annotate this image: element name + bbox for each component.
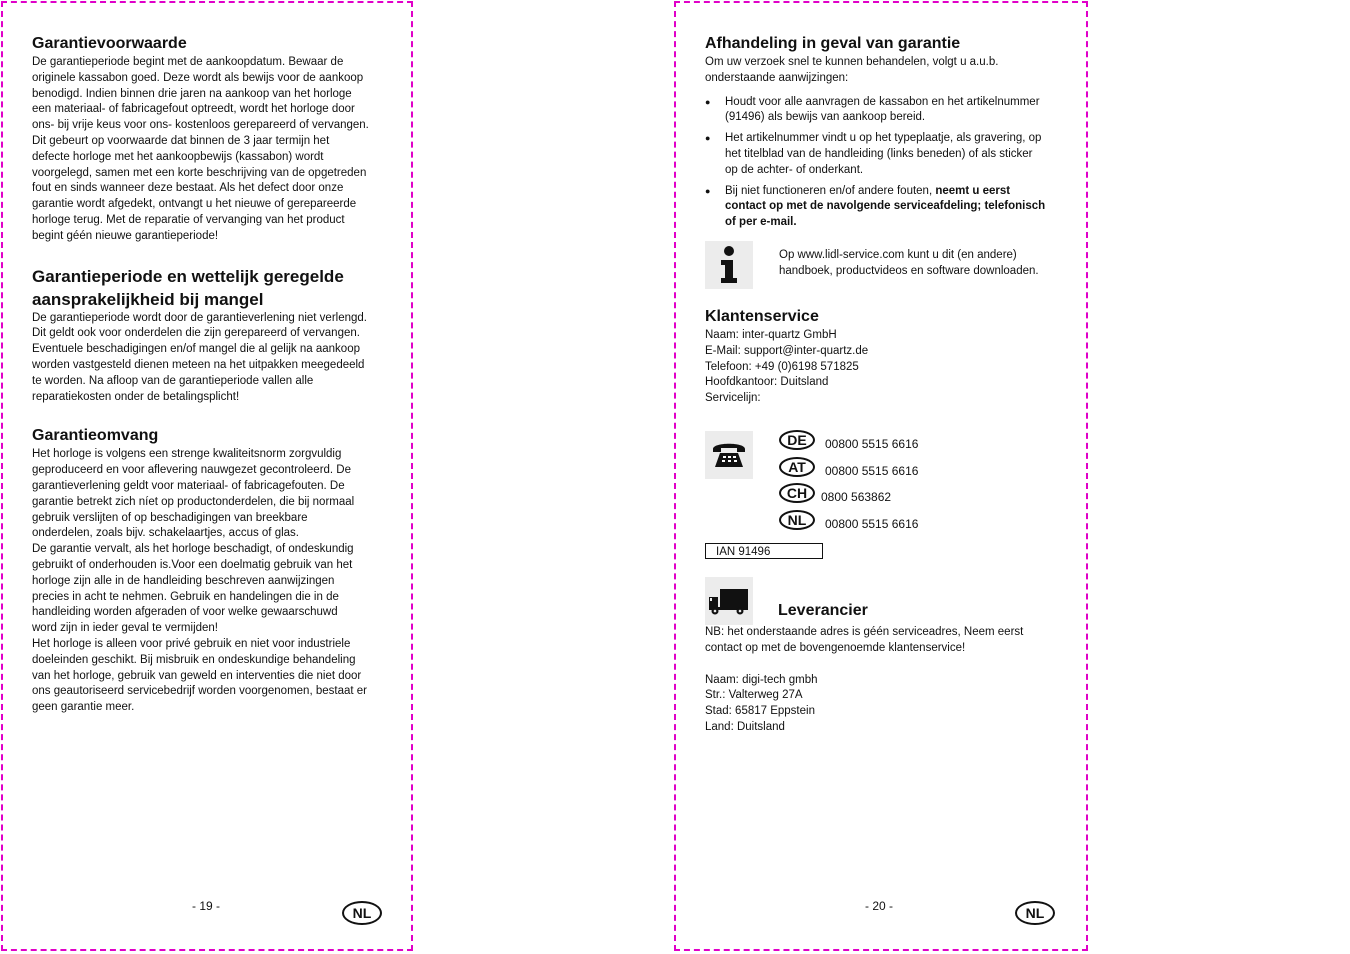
phone-number-nl: 00800 5515 6616 bbox=[825, 516, 919, 531]
heading-garantieperiode: Garantieperiode en wettelijk geregelde aansprakelijkheid bij mangel bbox=[32, 266, 344, 309]
info-block bbox=[705, 241, 1060, 289]
page-20 bbox=[674, 1, 1088, 951]
truck-icon bbox=[705, 577, 753, 625]
list-item: ● Het artikelnummer vindt u op het typeplaatje, als gravering, op het titelblad van de handleiding (links beneden) of als sticker op de achter- of onderkant. bbox=[705, 131, 1060, 178]
telephone-icon bbox=[705, 431, 753, 479]
heading-afhandeling: Afhandeling in geval van garantie bbox=[705, 35, 961, 52]
paragraph-garantieperiode: De garantieperiode wordt door de garantieverlening niet verlengd. Dit geldt ook voor onderdelen die zijn gerepareerd of vervangen. Eventuele beschadigingen en/of mangel die al gelijk na aankoop worden vastgesteld dienen meteen na het uitpakken meegedeeld te worden. Na afloop van de garantieperiode vallen alle reparatiekosten onder de betalingsplicht! bbox=[32, 311, 367, 403]
paragraph-afhandeling-intro: Om uw verzoek snel te kunnen behandelen, volgt u a.u.b. onderstaande aanwijzingen: bbox=[705, 56, 999, 84]
page-19 bbox=[1, 1, 413, 951]
info-text: Op www.lidl-service.com kunt u dit (en andere) handboek, productvideos en software downloaden. bbox=[779, 248, 1039, 277]
heading-garantievoorwaarde: Garantievoorwaarde bbox=[32, 35, 187, 52]
phone-number-at: 00800 5515 6616 bbox=[825, 463, 919, 478]
left-page-content bbox=[32, 33, 387, 716]
servicelijn-block bbox=[705, 431, 1060, 533]
language-badge: NL bbox=[1015, 901, 1055, 925]
page-number: - 19 - bbox=[192, 899, 221, 913]
phone-row-at bbox=[779, 453, 918, 480]
leverancier-header bbox=[705, 577, 1060, 625]
phone-number-list bbox=[779, 427, 918, 533]
paragraph-garantievoorwaarde: De garantieperiode begint met de aankoopdatum. Bewaar de originele kassabon goed. Deze wordt als bewijs voor de aankoop benodigd. Indien binnen drie jaren na aankoop van het horloge een materiaal- of fabricagefout optreedt, wordt het horloge door ons- bij vrije keus voor ons- kostenloos gerepareerd of vervangen. Dit gebeurt op voorwaarde dat binnen de 3 jaar termijn het defecte horloge met het aankoopbewijs (kassabon) wordt voorgelegd, samen met een korte beschrijving van de opgetreden fout en sinds wanneer deze bestaat. Als het defect door onze garantie wordt afgedekt, ontvangt u het nieuwe of gerepareerde horloge terug. Met de reparatie of vervanging van het product begint géén nieuwe garantieperiode! bbox=[32, 56, 369, 242]
country-badge-de: DE bbox=[779, 430, 815, 450]
list-item: ● Bij niet functioneren en/of andere fouten, neemt u eerst contact op met de navolgende serviceafdeling; telefonisch of per e-mail. bbox=[705, 184, 1060, 231]
phone-row-nl bbox=[779, 506, 918, 533]
ian-box: IAN 91496 bbox=[705, 543, 823, 559]
heading-klantenservice: Klantenservice bbox=[705, 307, 819, 325]
language-badge: NL bbox=[342, 901, 382, 925]
info-icon bbox=[705, 241, 753, 289]
leverancier-address: Naam: digi-tech gmbh Str.: Valterweg 27A Stad: 65817 Eppstein Land: Duitsland bbox=[705, 673, 818, 733]
phone-row-ch bbox=[779, 480, 918, 507]
heading-garantieomvang: Garantieomvang bbox=[32, 427, 159, 445]
instruction-list bbox=[705, 95, 1060, 231]
list-item: ● Houdt voor alle aanvragen de kassabon en het artikelnummer (91496) als bewijs van aankoop bereid. bbox=[705, 95, 1060, 127]
phone-row-de bbox=[779, 427, 918, 454]
paragraph-garantieomvang: Het horloge is volgens een strenge kwaliteitsnorm zorgvuldig geproduceerd en voor aflevering nauwgezet gecontroleerd. De garantieverlening geldt voor materiaal- of fabricagefouten. De garantie betrekt zich níet op productonderdelen, die bij normaal gebruik verslijten of op beschadigingen van breekbare onderdelen, zoals bijv. schakelaartjes, accus of glas. De garantie vervalt, als het horloge beschadigt, of ondeskundig gebruikt of onderhouden is.Voor een doelmatig gebruik van het horloge zijn alle in de handleiding beschreven aanwijzingen precies in acht te nehmen. Gebruik en handelingen die in de handleiding worden afgeraden of voor welke gewaarschuwd word zijn in ieder geval te vermijden! Het horloge is alleen voor privé gebruik en niet voor industriele doeleinden geschikt. Bij misbruik en ondeskundige behandeling van het horloge, gebruik van geweld en interventies die niet door ons geautoriseerd servicebedrijf worden voorgenomen, bestaat er geen garantie meer. bbox=[32, 448, 367, 714]
phone-number-de: 00800 5515 6616 bbox=[825, 437, 919, 452]
right-page-content bbox=[705, 33, 1060, 736]
heading-leverancier: Leverancier bbox=[778, 601, 868, 619]
country-badge-at: AT bbox=[779, 457, 815, 477]
leverancier-note: NB: het onderstaande adres is géén serviceadres, Neem eerst contact op met de bovengenoemde klantenservice! bbox=[705, 625, 1024, 654]
country-badge-ch: CH bbox=[779, 483, 815, 503]
page-number: - 20 - bbox=[865, 899, 894, 913]
klantenservice-details: Naam: inter-quartz GmbH E-Mail: support@inter-quartz.de Telefoon: +49 (0)6198 571825 Hoofdkantoor: Duitsland Servicelijn: bbox=[705, 328, 869, 405]
phone-number-ch: 0800 563862 bbox=[821, 490, 892, 505]
country-badge-nl: NL bbox=[779, 510, 815, 530]
